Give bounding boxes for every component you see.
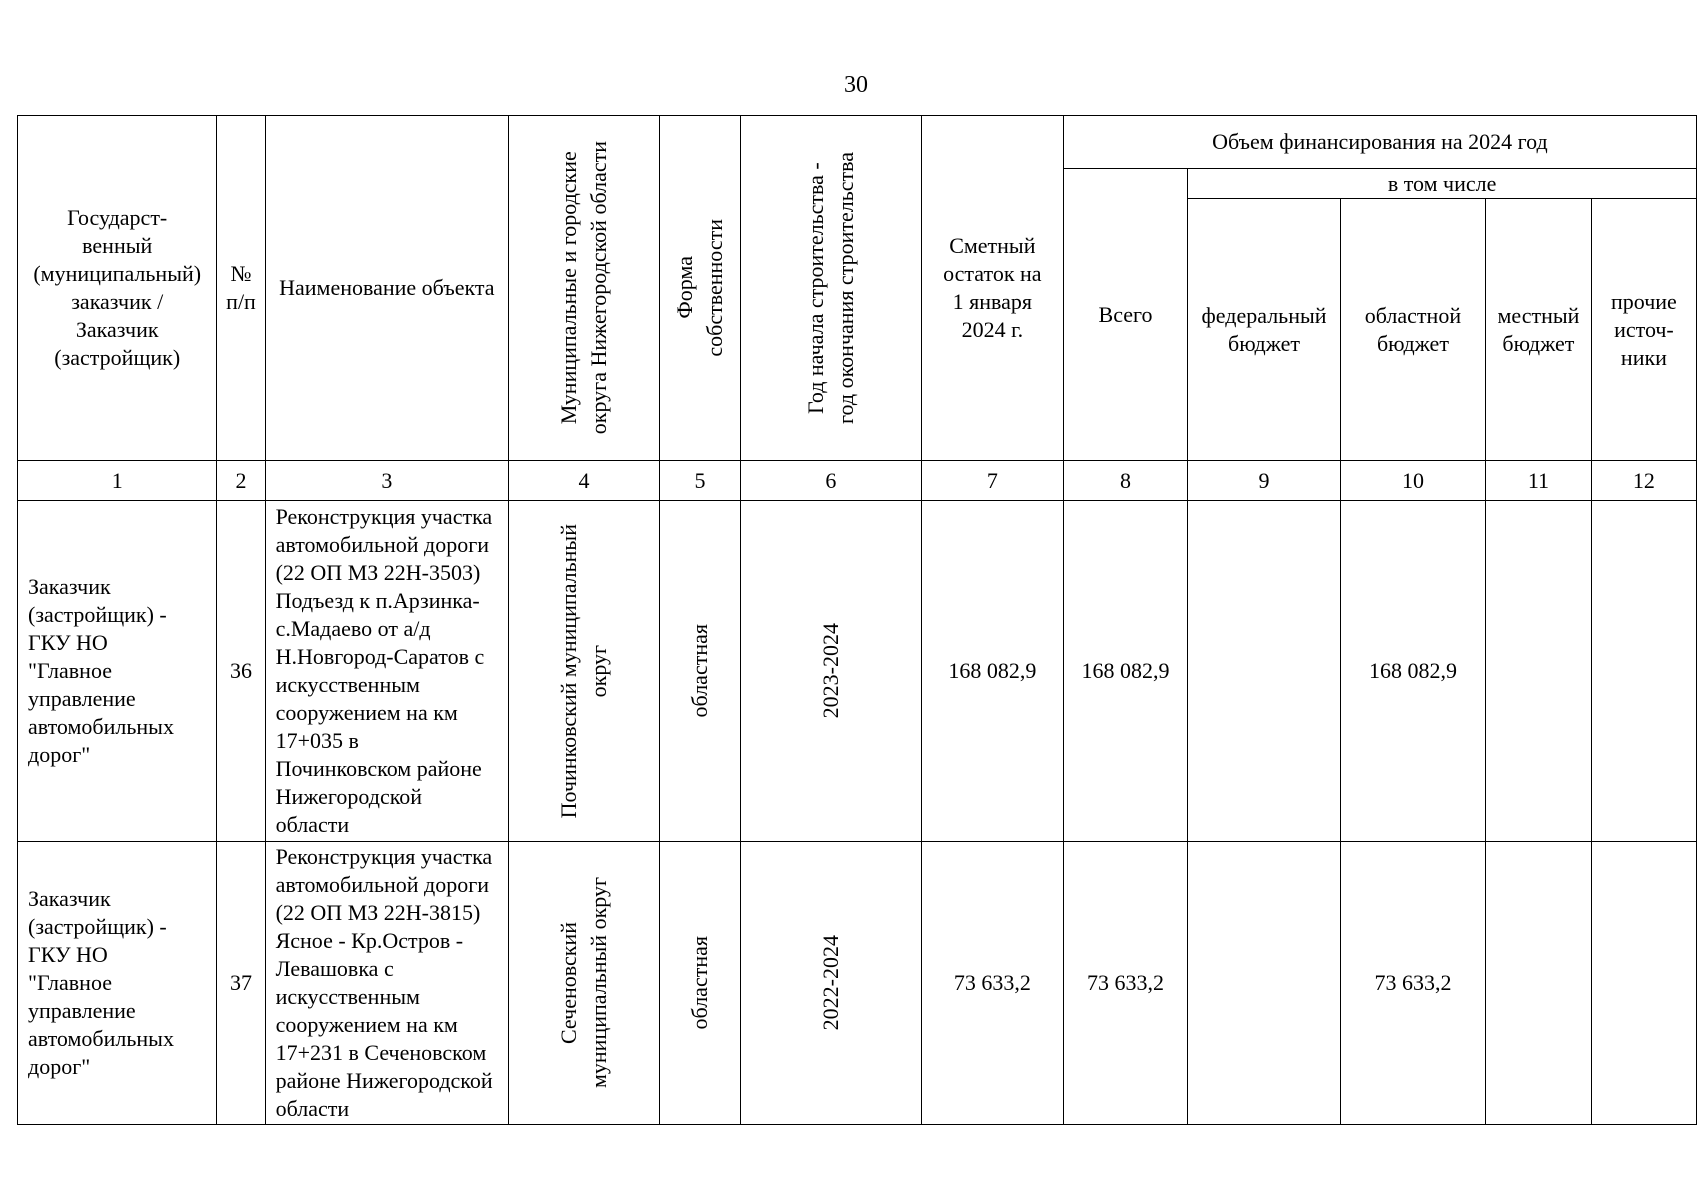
header-other: прочие источ- ники [1591,199,1696,461]
row-municipality: Починковский муниципальный округ [509,501,660,842]
header-local: местный бюджет [1486,199,1592,461]
column-number: 10 [1340,461,1485,501]
row-federal [1188,842,1341,1125]
header-years: Год начала строительства - год окончания строительства [740,116,921,461]
column-number: 11 [1486,461,1592,501]
header-total: Всего [1063,169,1187,461]
row-municipality: Сеченовский муниципальный округ [509,842,660,1125]
row-federal [1188,501,1341,842]
row-object-name: Реконструкция участка автомобильной дороги (22 ОП МЗ 22Н-3503) Подъезд к п.Арзинка- с.Мадаево от а/д Н.Новгород-Саратов с искусственным сооружением на км 17+035 в Починковском районе Нижегородской области [265,501,508,842]
header-object-name: Наименование объекта [265,116,508,461]
column-number: 12 [1591,461,1696,501]
row-regional: 168 082,9 [1340,501,1485,842]
row-years: 2023-2024 [740,501,921,842]
table-row [18,842,1697,1125]
row-estimate-balance: 168 082,9 [921,501,1063,842]
header-ownership: Форма собственности [660,116,741,461]
header-number: № п/п [217,116,265,461]
row-other [1591,842,1696,1125]
header-municipality: Муниципальные и городские округа Нижегородской области [509,116,660,461]
header-estimate-balance: Сметный остаток на 1 января 2024 г. [921,116,1063,461]
header-customer: Государст- венный (муниципальный) заказчик / Заказчик (застройщик) [18,116,217,461]
row-customer: Заказчик (застройщик) - ГКУ НО "Главное управление автомобильных дорог" [18,842,217,1125]
row-total: 168 082,9 [1063,501,1187,842]
row-years: 2022-2024 [740,842,921,1125]
column-number: 6 [740,461,921,501]
row-estimate-balance: 73 633,2 [921,842,1063,1125]
row-number: 37 [217,842,265,1125]
column-number-row [18,461,1697,501]
header-regional: областной бюджет [1340,199,1485,461]
row-number: 36 [217,501,265,842]
financing-table [17,115,1697,1125]
header-financing-group: Объем финансирования на 2024 год [1063,116,1696,169]
column-number: 4 [509,461,660,501]
row-local [1486,842,1592,1125]
row-total: 73 633,2 [1063,842,1187,1125]
column-number: 9 [1188,461,1341,501]
column-number: 2 [217,461,265,501]
column-number: 5 [660,461,741,501]
row-other [1591,501,1696,842]
header-including: в том числе [1188,169,1697,199]
row-customer: Заказчик (застройщик) - ГКУ НО "Главное управление автомобильных дорог" [18,501,217,842]
row-ownership: областная [660,842,741,1125]
column-number: 8 [1063,461,1187,501]
column-number: 3 [265,461,508,501]
row-ownership: областная [660,501,741,842]
page-number: 30 [844,72,868,98]
column-number: 7 [921,461,1063,501]
table-row [18,501,1697,842]
header-federal: федеральный бюджет [1188,199,1341,461]
row-object-name: Реконструкция участка автомобильной дороги (22 ОП МЗ 22Н-3815) Ясное - Кр.Остров - Левашовка с искусственным сооружением на км 17+231 в Сеченовском районе Нижегородской области [265,842,508,1125]
column-number: 1 [18,461,217,501]
row-local [1486,501,1592,842]
row-regional: 73 633,2 [1340,842,1485,1125]
